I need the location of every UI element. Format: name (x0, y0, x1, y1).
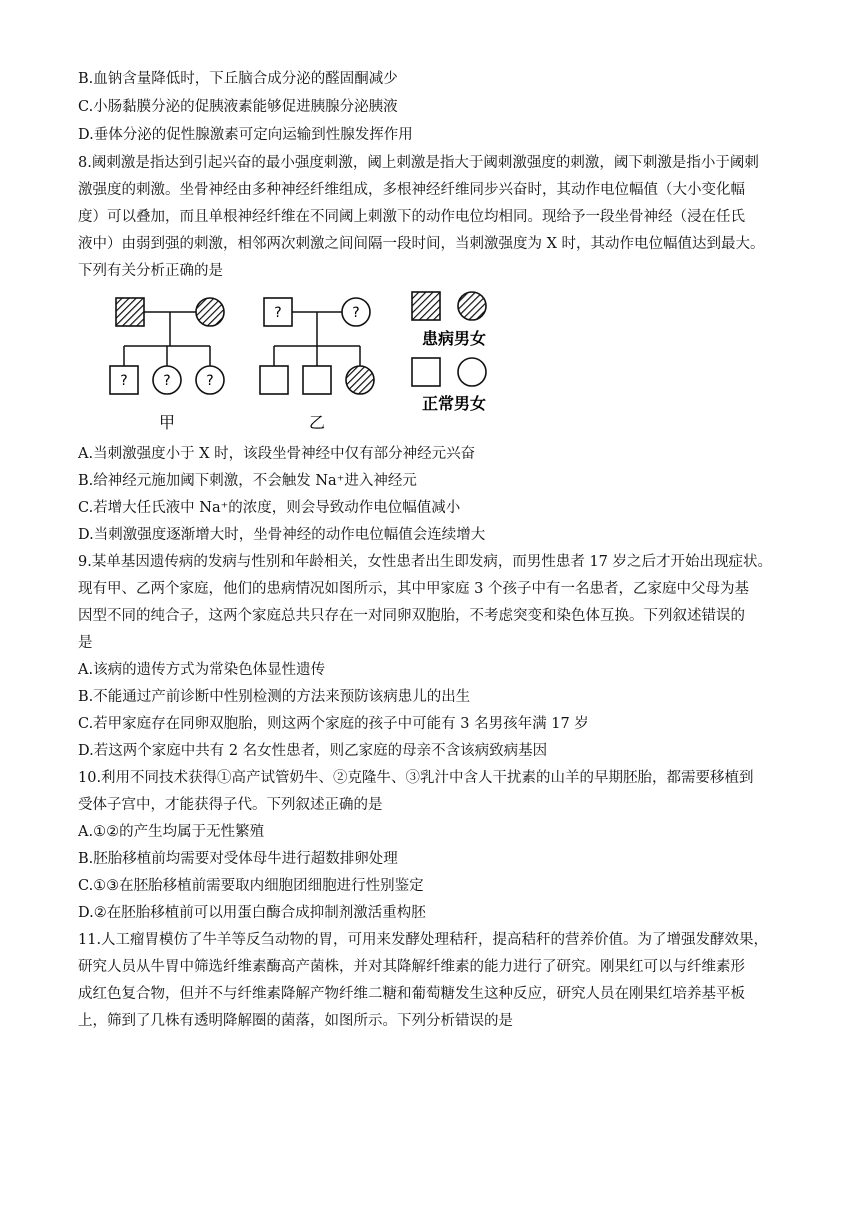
option-line: C.①③在胚胎移植前需要取内细胞团细胞进行性别鉴定 (78, 878, 424, 894)
unknown-mark: ? (352, 305, 360, 321)
option-line: D.当刺激强度逐渐增大时，坐骨神经的动作电位幅值会连续增大 (78, 527, 486, 543)
question-8-line: 8.阈刺激是指达到引起兴奋的最小强度刺激，阈上刺激是指大于阈刺激强度的刺激，阈下刺激是指小于阈刺 (78, 155, 759, 171)
family-b-pedigree (260, 298, 374, 432)
option-line: D.垂体分泌的促性腺激素可定向运输到性腺发挥作用 (78, 127, 413, 143)
affected-female-symbol (196, 298, 224, 326)
question-8-line: 度）可以叠加，而且单根神经纤维在不同阈上刺激下的动作电位均相同。现给予一段坐骨神经（浸在任氏 (78, 209, 745, 225)
question-10-line: 受体子宫中，才能获得子代。下列叙述正确的是 (78, 797, 383, 813)
option-line: C.小肠黏膜分泌的促胰液素能够促进胰腺分泌胰液 (78, 99, 398, 115)
legend-affected-male-symbol (412, 292, 440, 320)
option-line: A.该病的遗传方式为常染色体显性遗传 (78, 662, 326, 678)
unknown-mark: ? (206, 373, 214, 389)
normal-male-symbol (303, 366, 331, 394)
question-11-line: 研究人员从牛胃中筛选纤维素酶高产菌株，并对其降解纤维素的能力进行了研究。刚果红可以与纤维素形 (78, 959, 745, 975)
option-line: A.①②的产生均属于无性繁殖 (78, 824, 265, 840)
question-11-line: 上，筛到了几株有透明降解圈的菌落，如图所示。下列分析错误的是 (78, 1013, 513, 1029)
question-9-line: 是 (78, 635, 93, 651)
option-line: D.②在胚胎移植前可以用蛋白酶合成抑制剂激活重构胚 (78, 905, 426, 921)
affected-male-symbol (116, 298, 144, 326)
family-b-label: 乙 (308, 413, 326, 432)
option-line: B.给神经元施加阈下刺激，不会触发 Na⁺进入神经元 (78, 473, 417, 489)
family-a-pedigree (110, 298, 224, 432)
legend-affected-female-symbol (458, 292, 486, 320)
question-8-line: 激强度的刺激。坐骨神经由多种神经纤维组成，多根神经纤维同步兴奋时，其动作电位幅值（大小变化幅 (78, 182, 745, 198)
option-line: C.若增大任氏液中 Na⁺的浓度，则会导致动作电位幅值减小 (78, 500, 461, 516)
unknown-mark: ? (163, 373, 171, 389)
legend-normal-female-symbol (458, 358, 486, 386)
question-9-line: 现有甲、乙两个家庭，他们的患病情况如图所示，其中甲家庭 3 个孩子中有一名患者，乙家庭中父母为基 (78, 581, 749, 597)
option-line: A.当刺激强度小于 X 时，该段坐骨神经中仅有部分神经元兴奋 (78, 446, 476, 462)
question-11-line: 11.人工瘤胃模仿了牛羊等反刍动物的胃，可用来发酵处理秸秆，提高秸秆的营养价值。为了增强发酵效果， (78, 932, 769, 948)
question-8-line: 液中）由弱到强的刺激，相邻两次刺激之间间隔一段时间，当刺激强度为 X 时，其动作电位幅值达到最大。 (78, 236, 765, 252)
legend-affected-label: 患病男女 (421, 329, 487, 348)
option-line: D.若这两个家庭中共有 2 名女性患者，则乙家庭的母亲不含该病致病基因 (78, 743, 548, 759)
option-line: C.若甲家庭存在同卵双胞胎，则这两个家庭的孩子中可能有 3 名男孩年满 17 岁 (78, 716, 589, 732)
question-9-line: 9.某单基因遗传病的发病与性别和年龄相关，女性患者出生即发病，而男性患者 17 岁之后才开始出现症状。 (78, 554, 772, 570)
pedigree-legend (408, 288, 500, 418)
question-9-line: 因型不同的纯合子，这两个家庭总共只存在一对同卵双胞胎，不考虑突变和染色体互换。下列叙述错误的 (78, 608, 745, 624)
legend-normal-label: 正常男女 (421, 394, 487, 413)
question-11-line: 成红色复合物，但并不与纤维素降解产物纤维二糖和葡萄糖发生这种反应，研究人员在刚果红培养基平板 (78, 986, 745, 1002)
affected-female-symbol (346, 366, 374, 394)
unknown-mark: ? (274, 305, 282, 321)
question-10-line: 10.利用不同技术获得①高产试管奶牛、②克隆牛、③乳汁中含人干扰素的山羊的早期胚胎，都需要移植到 (78, 770, 754, 786)
legend-normal-male-symbol (412, 358, 440, 386)
question-8-line: 下列有关分析正确的是 (78, 263, 223, 279)
option-line: B.胚胎移植前均需要对受体母牛进行超数排卵处理 (78, 851, 398, 867)
option-line: B.血钠含量降低时，下丘脑合成分泌的醛固酮减少 (78, 71, 398, 87)
normal-male-symbol (260, 366, 288, 394)
option-line: B.不能通过产前诊断中性别检测的方法来预防该病患儿的出生 (78, 689, 471, 705)
family-a-label: 甲 (158, 413, 176, 432)
unknown-mark: ? (120, 373, 128, 389)
